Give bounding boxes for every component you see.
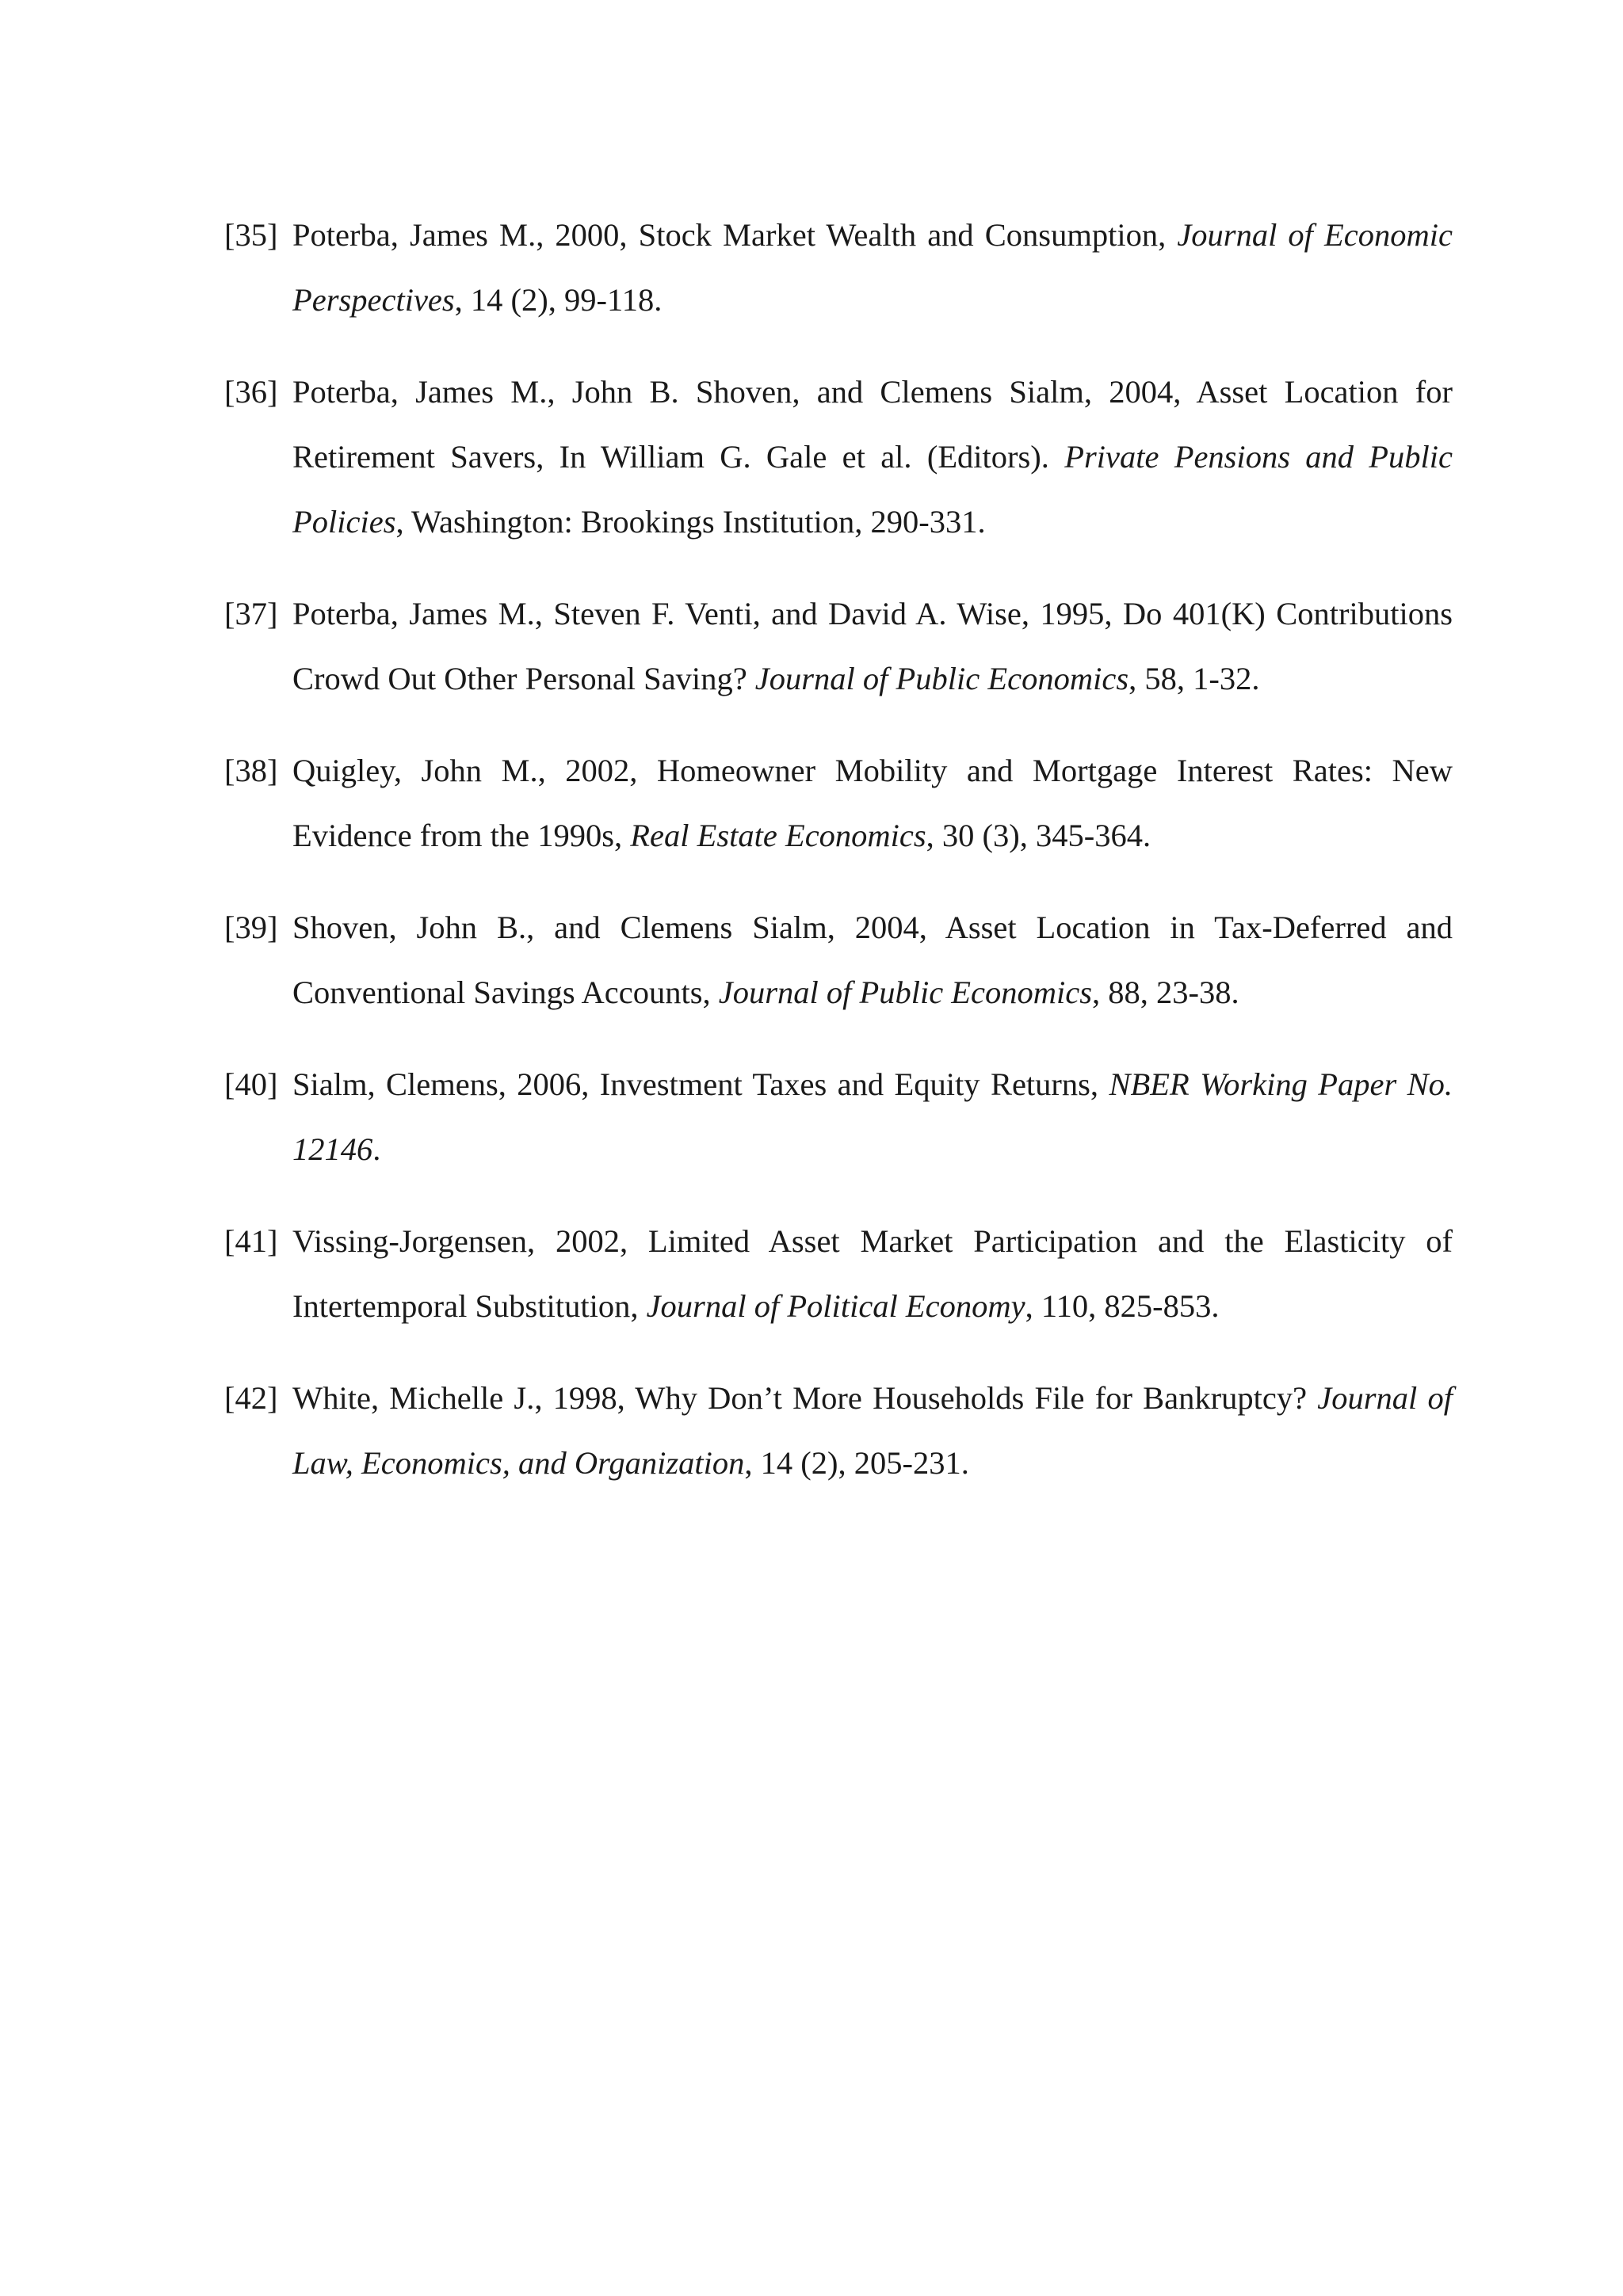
reference-text-segment: , 14 (2), 205-231.	[744, 1445, 969, 1481]
reference-text-segment: Quigley, John M., 2002, Homeowner Mobility and Mortgage Interest Rates: New Evidence from the 1990s,	[292, 753, 1453, 853]
reference-number: [38]	[224, 753, 278, 788]
reference-text-segment: , 88, 23-38.	[1092, 974, 1239, 1010]
reference-text-segment: .	[372, 1131, 381, 1167]
reference-entry	[224, 582, 1453, 711]
reference-source-title: Journal of Public Economics	[754, 661, 1129, 696]
reference-text	[292, 1066, 1453, 1167]
reference-source-title: Journal of Public Economics	[718, 974, 1093, 1010]
bibliography-list	[224, 203, 1453, 1523]
reference-entry	[224, 1209, 1453, 1339]
reference-text-segment: Shoven, John B., and Clemens Sialm, 2004, Asset Location in Tax-Deferred and Conventional Savings Accounts,	[292, 910, 1453, 1010]
reference-number: [39]	[224, 910, 278, 945]
reference-text	[292, 753, 1453, 853]
reference-entry	[224, 1052, 1453, 1182]
reference-source-title: Private Pensions and Public Policies	[292, 439, 1453, 540]
reference-entry	[224, 738, 1453, 868]
reference-text	[292, 1380, 1453, 1481]
reference-text	[292, 910, 1453, 1010]
reference-number: [37]	[224, 596, 278, 631]
reference-text-segment: Poterba, James M., 2000, Stock Market Wealth and Consumption,	[292, 217, 1178, 253]
reference-number: [42]	[224, 1380, 278, 1416]
reference-text-segment: , 14 (2), 99-118.	[454, 282, 663, 318]
reference-text-segment: Vissing-Jorgensen, 2002, Limited Asset Market Participation and the Elasticity of Intertemporal Substitution,	[292, 1223, 1453, 1324]
reference-entry	[224, 360, 1453, 555]
reference-source-title: Journal of Law, Economics, and Organization	[292, 1380, 1453, 1481]
reference-source-title: Real Estate Economics	[630, 818, 926, 853]
reference-text	[292, 596, 1453, 696]
reference-text-segment: , 110, 825-853.	[1025, 1288, 1220, 1324]
reference-number: [40]	[224, 1066, 278, 1102]
reference-entry	[224, 1366, 1453, 1496]
reference-source-title: NBER Working Paper No. 12146	[292, 1066, 1453, 1167]
reference-entry	[224, 895, 1453, 1025]
reference-text-segment: Poterba, James M., Steven F. Venti, and David A. Wise, 1995, Do 401(K) Contributions Crowd Out Other Personal Saving?	[292, 596, 1453, 696]
reference-source-title: Journal of Economic Perspectives	[292, 217, 1453, 318]
reference-text-segment: , 58, 1-32.	[1128, 661, 1260, 696]
reference-text-segment: , Washington: Brookings Institution, 290-331.	[395, 504, 986, 540]
reference-number: [35]	[224, 217, 278, 253]
reference-text-segment: Poterba, James M., John B. Shoven, and Clemens Sialm, 2004, Asset Location for Retirement Savers, In William G. Gale et al. (Editors).	[292, 374, 1453, 475]
reference-source-title: Journal of Political Economy	[646, 1288, 1025, 1324]
reference-text	[292, 374, 1453, 540]
reference-entry	[224, 203, 1453, 333]
reference-text-segment: White, Michelle J., 1998, Why Don’t More Households File for Bankruptcy?	[292, 1380, 1318, 1416]
reference-text-segment: Sialm, Clemens, 2006, Investment Taxes and Equity Returns,	[292, 1066, 1109, 1102]
reference-number: [36]	[224, 374, 278, 410]
reference-text	[292, 1223, 1453, 1324]
reference-text	[292, 217, 1453, 318]
reference-text-segment: , 30 (3), 345-364.	[926, 818, 1151, 853]
reference-number: [41]	[224, 1223, 278, 1259]
